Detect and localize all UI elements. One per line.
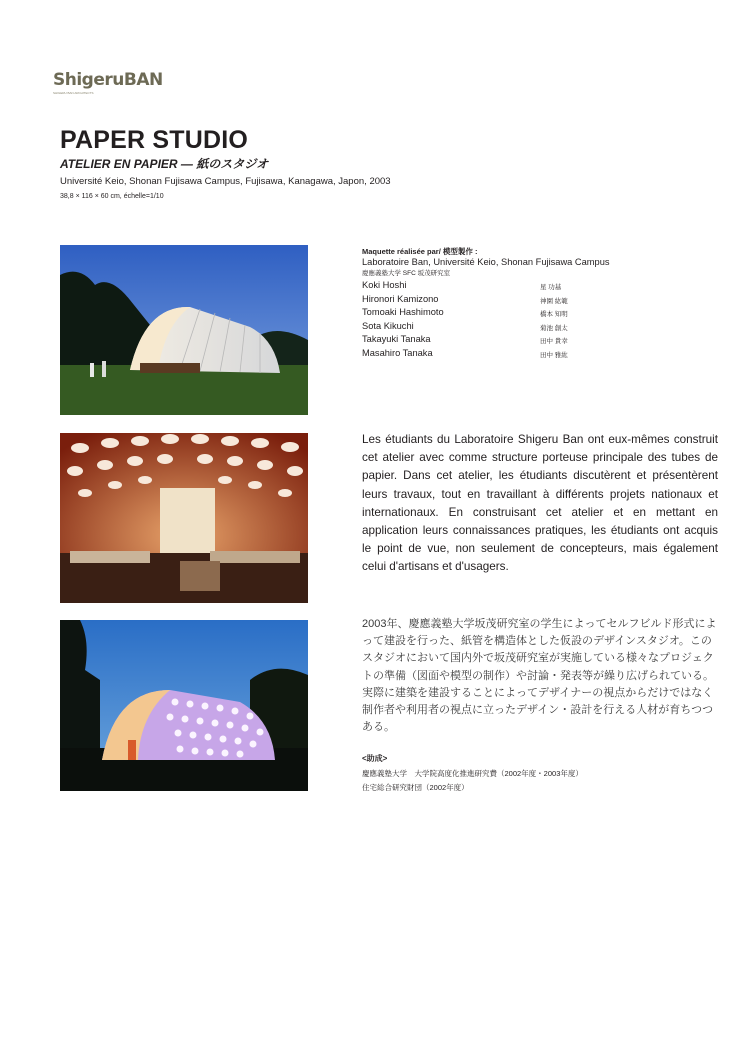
credits-lab: Laboratoire Ban, Université Keio, Shonan Fujisawa Campus: [362, 257, 610, 267]
credits-lab-jp: 慶應義塾大学 SFC 坂茂研究室: [362, 270, 451, 277]
project-location: Université Keio, Shonan Fujisawa Campus, Fujisawa, Kanagawa, Japon, 2003: [60, 176, 391, 187]
credits-heading: Maquette réalisée par/ 模型製作 :: [362, 247, 478, 256]
member-name: Masahiro Tanaka: [362, 347, 433, 358]
list-item: [362, 334, 612, 348]
member-name-jp: 田中 貴幸: [540, 338, 568, 346]
list-item: [362, 321, 612, 335]
member-name: Tomoaki Hashimoto: [362, 307, 444, 318]
grant-line: 慶應義塾大学 大学院高度化推進研究費（2002年度・2003年度）: [362, 769, 583, 778]
description-french: Les étudiants du Laboratoire Shigeru Ban ont eux-mêmes construit cet atelier avec comme structure porteuse principale des tubes de papier. Dans cet atelier, les étudiants discutèrent et présentèrent leurs travaux, tout en travaillant à différents projets nationaux et internationaux. En construisant cet atelier et en mettant en application leurs connaissances pratiques, les étudiants ont acquis le point de vue, non seulement de concepteurs, mais également celui d'artisans et d'usagers.: [362, 433, 718, 574]
page-title: PAPER STUDIO: [60, 126, 249, 154]
member-name-jp: 神園 紘範: [540, 297, 568, 305]
member-name-jp: 星 功基: [540, 284, 562, 291]
description-japanese: 2003年、慶應義塾大学坂茂研究室の学生によってセルフビルド形式によって建設を行った、紙管を構造体とした仮設のデザインスタジオ。このスタジオにおいて国内外で坂茂研究室が実施している様々なプロジェクトの準備（図面や模型の制作）や討論・発表等が繰り広げられている。実際に建築を建設することによってデザイナーの視点からだけではなく制作者や利用者の視点に立ったデザイン・設計を行える人材が育ちつつある。: [362, 618, 717, 734]
member-name: Hironori Kamizono: [362, 293, 439, 304]
member-name: Sota Kikuchi: [362, 320, 414, 331]
list-item: [362, 348, 612, 362]
night-exterior-photo: [60, 620, 308, 791]
page-subtitle: ATELIER EN PAPIER — 紙のスタジオ: [60, 157, 269, 171]
member-name-jp: 菊池 創太: [540, 324, 568, 332]
shigeru-ban-logo: [53, 70, 163, 100]
interior-photo: [60, 433, 308, 603]
member-name: Koki Hoshi: [362, 280, 407, 290]
model-dimensions: 38,8 × 116 × 60 cm, échelle=1/10: [60, 193, 164, 200]
logo-text: ShigeruBAN: [53, 70, 163, 90]
logo-subtext: SHIGERU BAN ARCHITECTS: [53, 91, 94, 95]
exterior-photo: [60, 245, 308, 415]
grant-line: 住宅総合研究財団（2002年度）: [362, 783, 469, 792]
grant-heading: <助成>: [362, 754, 388, 763]
member-name: Takayuki Tanaka: [362, 334, 431, 345]
member-list: [362, 280, 612, 362]
list-item: [362, 294, 612, 308]
member-name-jp: 田中 雅紘: [540, 351, 568, 359]
list-item: [362, 280, 612, 294]
member-name-jp: 橋本 知明: [540, 311, 568, 319]
list-item: [362, 307, 612, 321]
